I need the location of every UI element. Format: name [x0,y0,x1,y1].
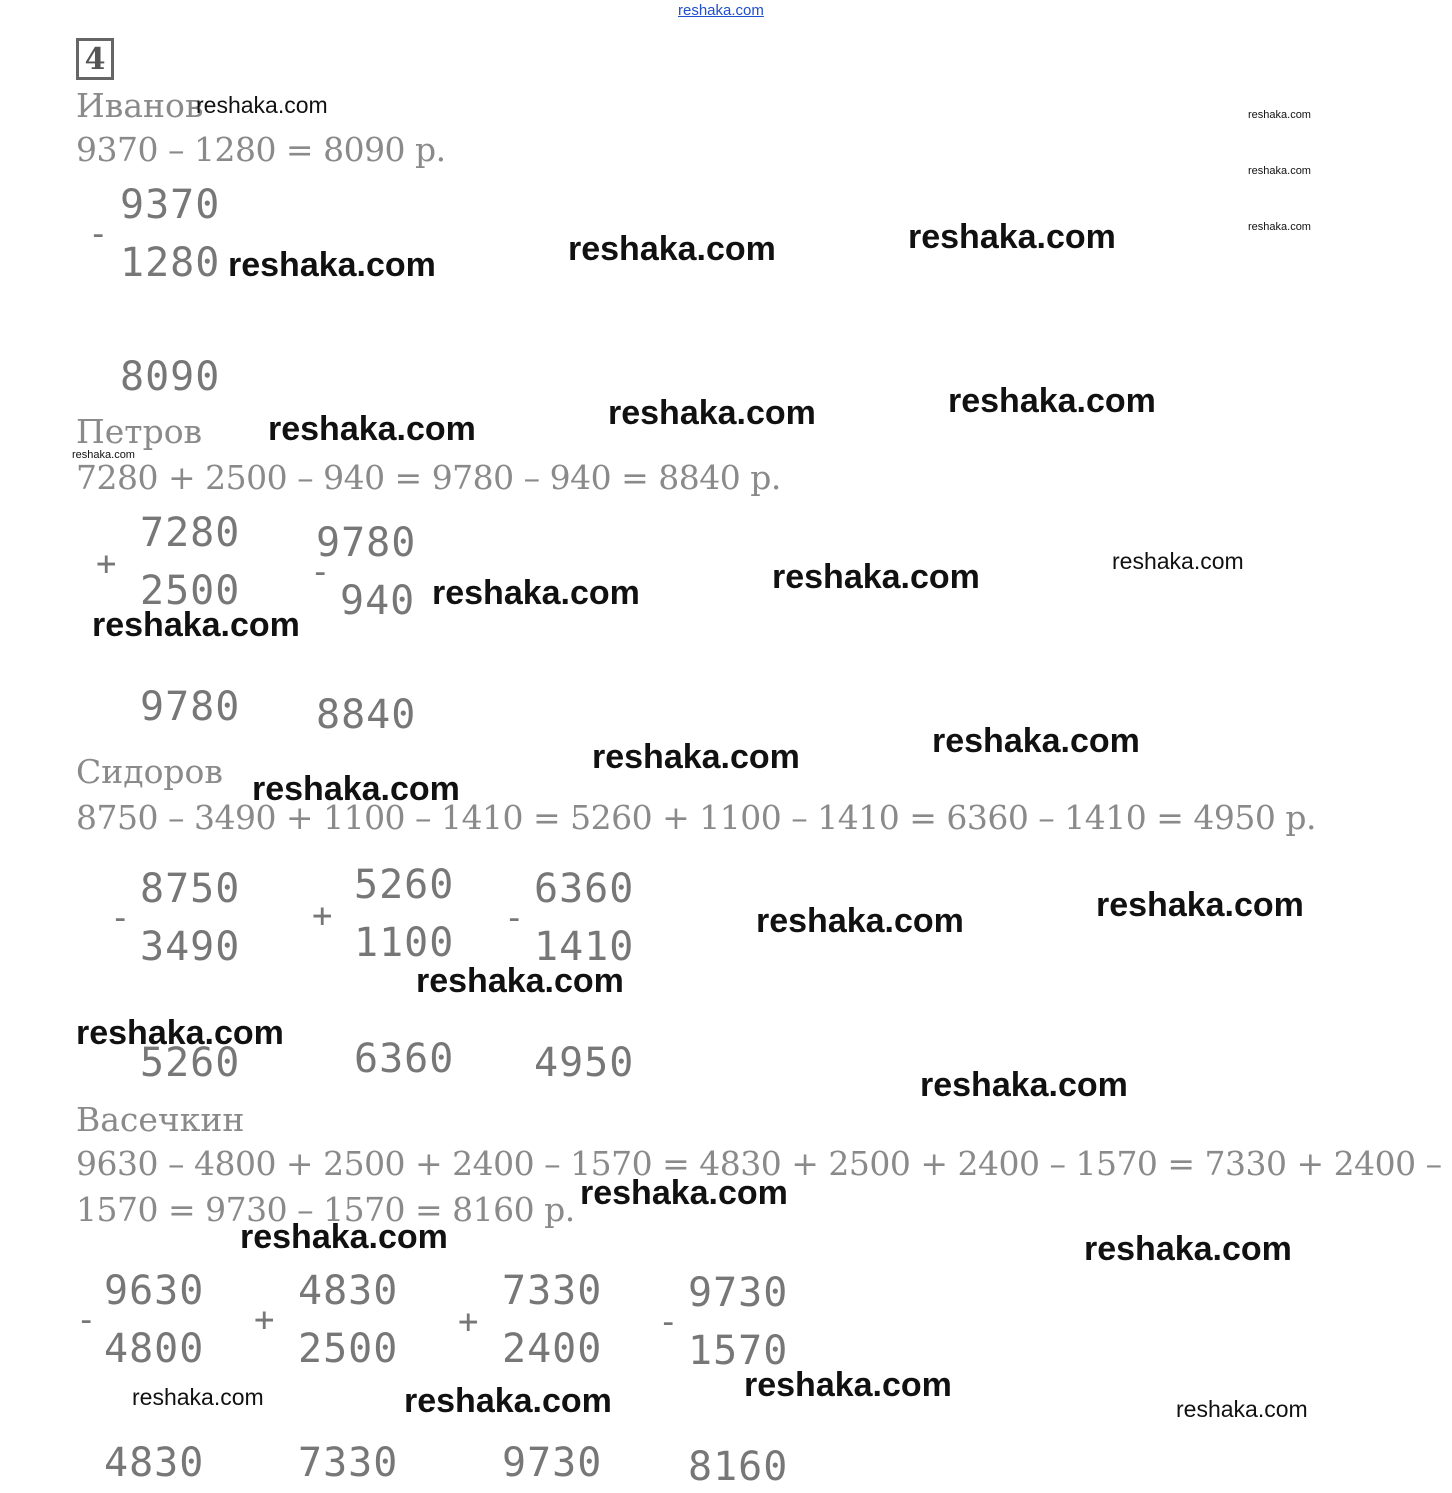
watermark-text: reshaka.com [1248,165,1311,177]
vasechkin-col3-sign: + [458,1302,479,1342]
sidorov-col3-sign: - [504,898,525,938]
vasechkin-col3-result: 9730 [502,1440,603,1486]
watermark-text: reshaka.com [1096,886,1304,924]
top-site-link[interactable]: reshaka.com [678,2,764,19]
vasechkin-col1-result: 4830 [104,1440,205,1486]
watermark-text: reshaka.com [1248,109,1311,121]
petrov-col1-result: 9780 [140,684,241,730]
watermark-text: reshaka.com [608,394,816,432]
watermark-text: reshaka.com [196,92,328,118]
watermark-text: reshaka.com [92,606,300,644]
vasechkin-col3-top: 7330 [502,1268,603,1314]
vasechkin-col2-result: 7330 [298,1440,399,1486]
sidorov-col1-top: 8750 [140,866,241,912]
petrov-col2-sign: - [310,552,331,592]
sidorov-equation: 8750 – 3490 + 1100 – 1410 = 5260 + 1100 – 1410 = 6360 – 1410 = 4950 р. [76,798,1316,837]
vasechkin-col1-top: 9630 [104,1268,205,1314]
vasechkin-col2-bottom: 2500 [298,1326,399,1372]
vasechkin-equation-line1: 9630 – 4800 + 2500 + 2400 – 1570 = 4830 + 2500 + 2400 – 1570 = 7330 + 2400 – [76,1144,1442,1183]
ivanov-col1-top: 9370 [120,182,221,228]
watermark-text: reshaka.com [580,1174,788,1212]
sidorov-col3-bottom: 1410 [534,924,635,970]
petrov-name: Петров [76,412,203,451]
sidorov-col2-bottom: 1100 [354,920,455,966]
vasechkin-col2-top: 4830 [298,1268,399,1314]
watermark-text: reshaka.com [268,410,476,448]
vasechkin-col3-bottom: 2400 [502,1326,603,1372]
ivanov-equation: 9370 – 1280 = 8090 р. [76,130,446,169]
vasechkin-col4-sign: - [658,1302,679,1342]
petrov-col2-result: 8840 [316,692,417,738]
vasechkin-col1-sign: - [76,1300,97,1340]
vasechkin-col4-bottom: 1570 [688,1328,789,1374]
sidorov-col2-top: 5260 [354,862,455,908]
watermark-text: reshaka.com [1084,1230,1292,1268]
ivanov-name: Иванов [76,86,204,125]
watermark-text: reshaka.com [772,558,980,596]
task-number-box: 4 [76,38,114,80]
ivanov-col1-sign: - [88,214,109,254]
petrov-col1-top: 7280 [140,510,241,556]
vasechkin-col2-sign: + [254,1300,275,1340]
vasechkin-col4-top: 9730 [688,1270,789,1316]
vasechkin-name: Васечкин [76,1100,245,1139]
watermark-text: reshaka.com [76,1014,284,1052]
watermark-text: reshaka.com [920,1066,1128,1104]
sidorov-col2-sign: + [312,896,333,936]
petrov-col2-top: 9780 [316,520,417,566]
watermark-text: reshaka.com [948,382,1156,420]
watermark-text: reshaka.com [908,218,1116,256]
watermark-text: reshaka.com [432,574,640,612]
petrov-col1-bottom: 2500 [140,568,241,614]
watermark-text: reshaka.com [252,770,460,808]
watermark-text: reshaka.com [932,722,1140,760]
petrov-col1-sign: + [96,544,117,584]
watermark-text: reshaka.com [228,246,436,284]
vasechkin-col1-bottom: 4800 [104,1326,205,1372]
ivanov-col1-bottom: 1280 [120,240,221,286]
sidorov-name: Сидоров [76,752,224,791]
sidorov-col1-sign: - [110,898,131,938]
sidorov-col3-result: 4950 [534,1040,635,1086]
sidorov-col1-result: 5260 [140,1040,241,1086]
watermark-text: reshaka.com [240,1218,448,1256]
sidorov-col2-result: 6360 [354,1036,455,1082]
watermark-text: reshaka.com [404,1382,612,1420]
watermark-text: reshaka.com [72,449,135,461]
vasechkin-col4-result: 8160 [688,1444,789,1490]
petrov-equation: 7280 + 2500 – 940 = 9780 – 940 = 8840 р. [76,458,781,497]
sidorov-col3-top: 6360 [534,866,635,912]
sidorov-col1-bottom: 3490 [140,924,241,970]
watermark-text: reshaka.com [416,962,624,1000]
watermark-text: reshaka.com [1112,548,1244,574]
watermark-text: reshaka.com [1248,221,1311,233]
watermark-text: reshaka.com [132,1384,264,1410]
vasechkin-equation-line2: 1570 = 9730 – 1570 = 8160 р. [76,1190,575,1229]
watermark-text: reshaka.com [756,902,964,940]
watermark-text: reshaka.com [744,1366,952,1404]
watermark-text: reshaka.com [568,230,776,268]
ivanov-col1-result: 8090 [120,354,221,400]
watermark-text: reshaka.com [1176,1396,1308,1422]
petrov-col2-bottom: 940 [340,578,416,624]
watermark-text: reshaka.com [592,738,800,776]
